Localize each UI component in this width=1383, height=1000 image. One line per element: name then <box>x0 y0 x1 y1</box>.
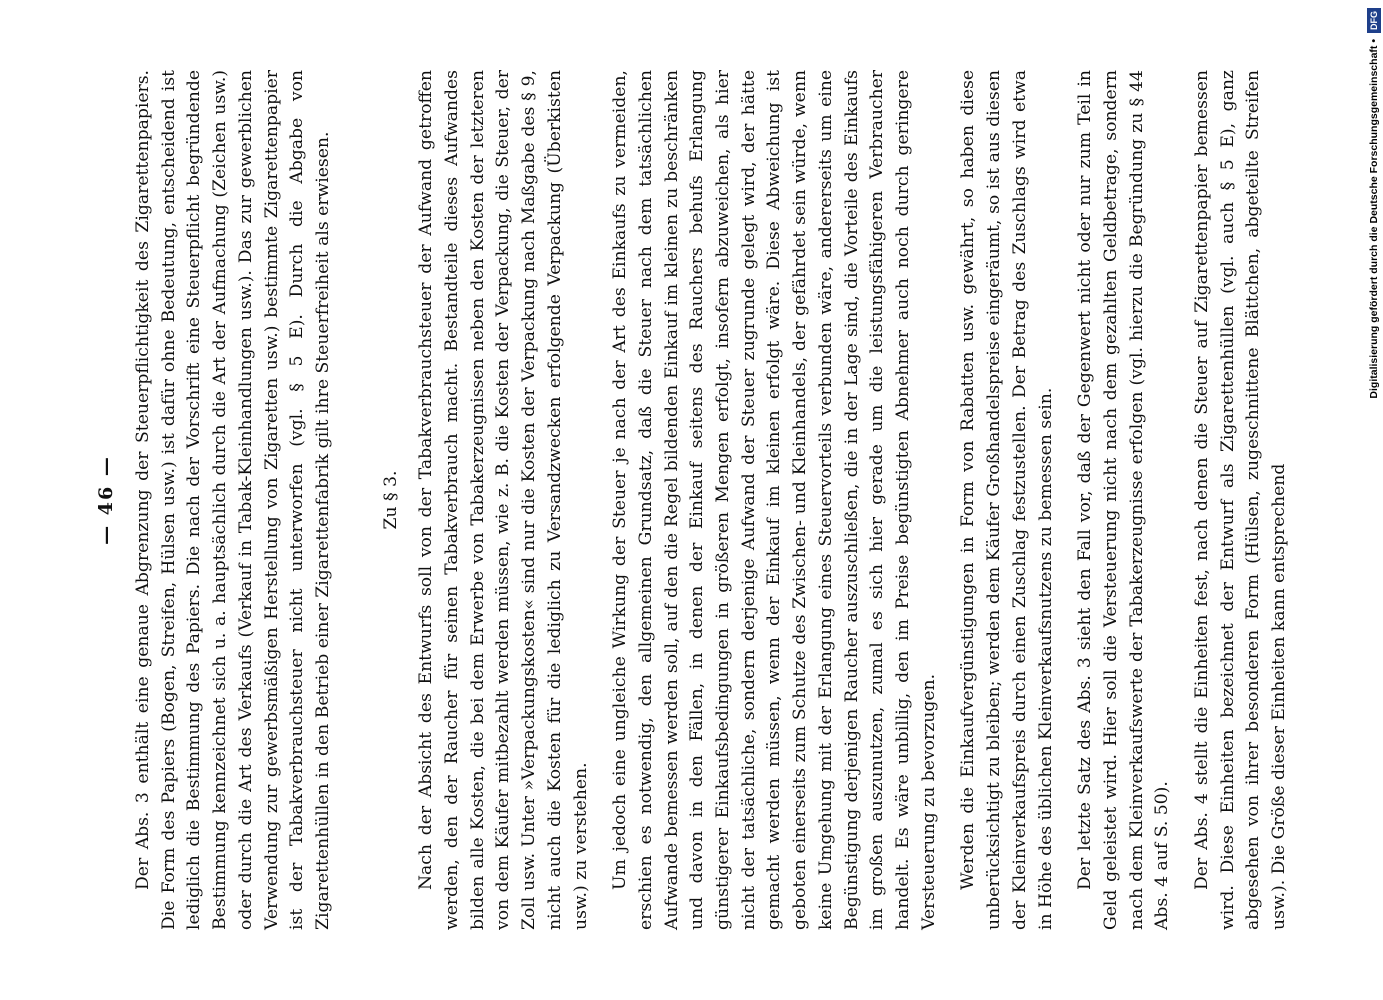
section-heading: Zu § 3. <box>380 470 401 530</box>
stamp-text: Digitalisierung gefördert durch die Deutsche Forschungsgemeinschaft • <box>1368 39 1380 399</box>
page-number: — 46 — <box>95 455 117 545</box>
paragraph: Werden die Einkaufvergünstigungen in Form von Rabatten usw. gewährt, so haben diese unberücksichtigt zu bleiben; werden dem Käufer Großhandelspreise eingeräumt, so ist aus diesen der Kleinverkaufspreis durch einen Zuschlag festzustellen. Der Betrag des Zuschlags wird etwa in Höhe des üblichen Kleinverkaufsnutzens zu bemessen sein. <box>958 70 1056 930</box>
paragraph: Der letzte Satz des Abs. 3 sieht den Fall vor, daß der Gegenwert nicht oder nur zum Teil in Geld geleistet wird. Hier soll die Versteuerung nicht nach dem gezahlten Geldbetrage, sondern nach dem Kleinverkaufswerte der Tabakerzeugnisse erfolgen (vgl. hierzu die Begründung zu § 44 Abs. 4 auf S. 50). <box>1075 70 1173 930</box>
rotated-document-page <box>95 70 1335 930</box>
text-column <box>131 70 1293 930</box>
paragraph: Nach der Absicht des Entwurfs soll von der Tabakverbrauchsteuer der Aufwand getroffen werden, den der Raucher für seinen Tabakverbrauch macht. Bestandteile dieses Aufwandes bilden alle Kosten, die bei dem Erwerbe von Tabakerzeugnissen neben den Kosten der letzteren von dem Käufer mitbezahlt werden müssen, wie z. B. die Kosten der Verpackung, die Steuer, der Zoll usw. Unter »Verpackungskosten« sind nur die Kosten der Verpackung nach Maßgabe des § 9, nicht auch die Kosten für die lediglich zu Versandzwecken erfolgende Verpackung (Überkisten usw.) zu verstehen. <box>416 70 591 930</box>
paragraph: Um jedoch eine ungleiche Wirkung der Steuer je nach der Art des Einkaufs zu vermeiden, erschien es notwendig, den allgemeinen Grundsatz, daß die Steuer nach dem tatsächlichen Aufwande bemessen werden soll, auf den die Regel bildenden Einkauf im kleinen zu beschränken und davon in den Fällen, in denen der Einkauf seitens des Rauchers behufs Erlangung günstigerer Einkaufsbedingungen in größeren Mengen erfolgt, insofern abzuweichen, als hier nicht der tatsächliche, sondern derjenige Aufwand der Steuer zugrunde gelegt wird, der hätte gemacht werden müssen, wenn der Einkauf im kleinen erfolgt wäre. Diese Abweichung ist geboten einerseits zum Schutze des Zwischen- und Kleinhandels, der gefährdet sein würde, wenn keine Umgehung mit der Erlangung eines Steuervorteils verbunden wäre, andererseits um eine Begünstigung derjenigen Raucher auszuschließen, die in der Lage sind, die Vorteile des Einkaufs im großen auszunutzen, zumal es sich hier gerade um die leistungsfähigeren Verbraucher handelt. Es wäre unbillig, den im Preise begünstigten Abnehmer auch noch durch geringere Versteuerung zu bevorzugen. <box>610 70 939 930</box>
digitization-stamp <box>1366 8 1382 993</box>
paragraph: Der Abs. 3 enthält eine genaue Abgrenzung der Steuerpflichtigkeit des Zigarettenpapiers. Die Form des Papiers (Bogen, Streifen, Hülsen usw.) ist dafür ohne Bedeutung, entscheidend ist lediglich die Bestimmung des Papiers. Die nach der Vorschrift eine Steuerpflicht begründende Bestimmung kennzeichnet sich u. a. hauptsächlich durch die Art der Aufmachung (Zeichen usw.) oder durch die Art des Verkaufs (Verkauf in Tabak-Kleinhandlungen usw.). Das zur gewerblichen Verwendung zur gewerbsmäßigen Herstellung von Zigaretten usw.) bestimmte Zigarettenpapier ist der Tabakverbrauchsteuer nicht unterworfen (vgl. § 5 E). Durch die Abgabe von Zigarettenhüllen in den Betrieb einer Zigarettenfabrik gilt ihre Steuerfreiheit als erwiesen. <box>133 70 333 930</box>
dfg-logo: DFG <box>1367 8 1381 33</box>
paragraph: Der Abs. 4 stellt die Einheiten fest, nach denen die Steuer auf Zigarettenpapier bemessen wird. Diese Einheiten bezeichnet der Entwurf als Zigarettenhüllen (vgl. auch § 5 E), ganz abgesehen von ihrer besonderen Form (Hülsen, zugeschnittene Blättchen, abgeteilte Streifen usw.). Die Größe dieser Einheiten kann entsprechend <box>1192 70 1290 930</box>
